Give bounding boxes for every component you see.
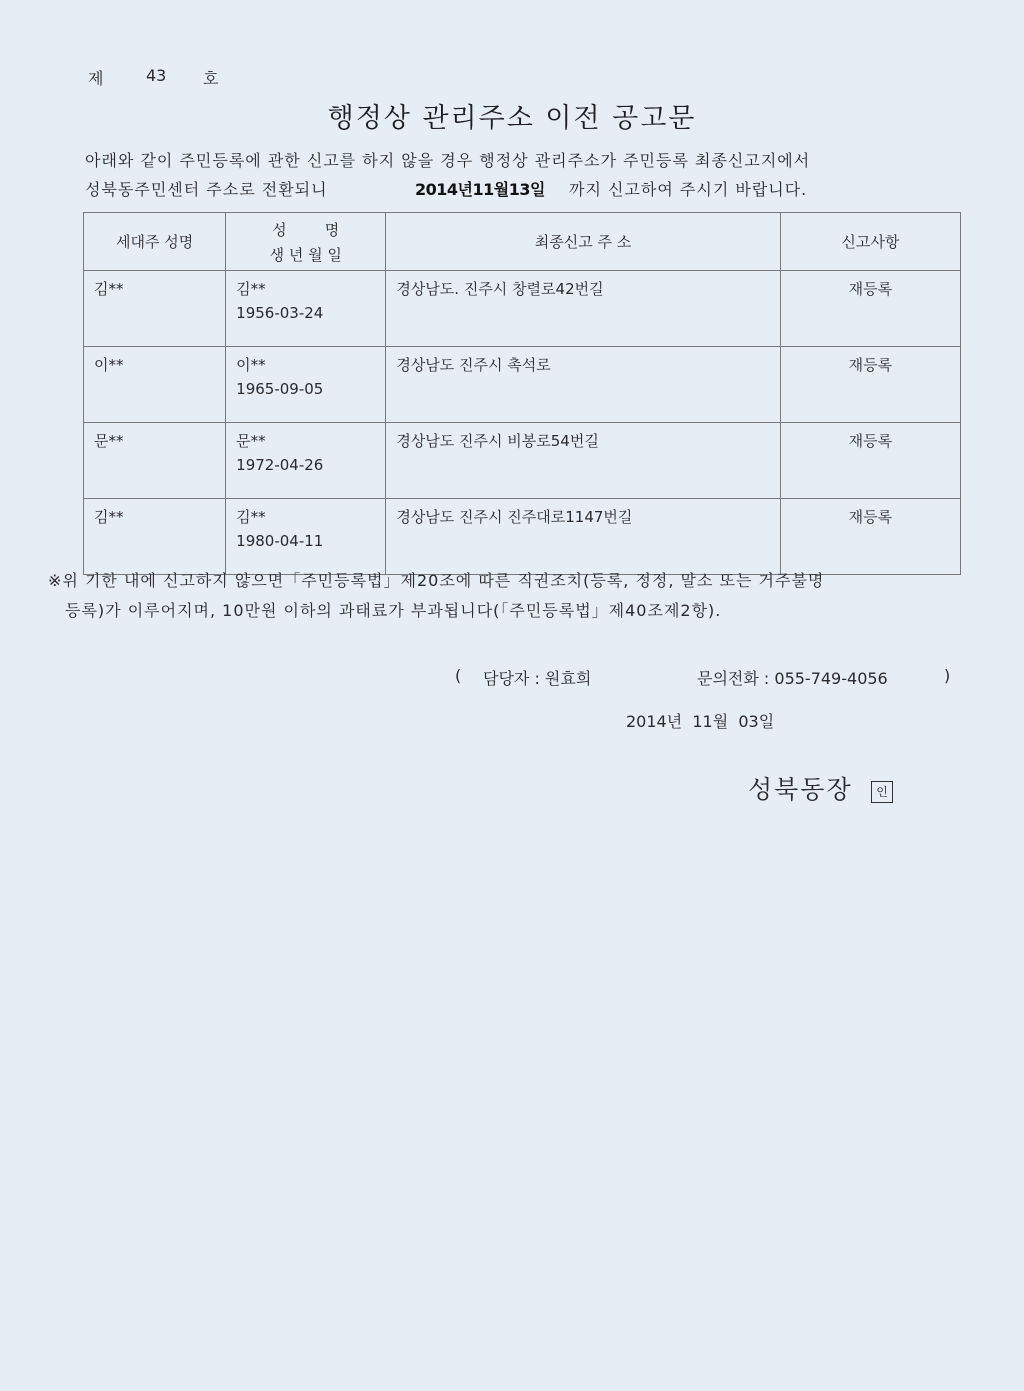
header-address: 최종신고 주 소 (386, 213, 780, 271)
header-status: 신고사항 (780, 213, 960, 271)
cell-name-birth (226, 271, 386, 347)
table-row (84, 347, 961, 423)
cell-name: 이** (236, 356, 266, 374)
cell-status: 재등록 (780, 347, 960, 423)
header-name: 성 명 (272, 220, 340, 239)
doc-number-suffix: 호 (203, 69, 219, 88)
notice-line-2: 등록)가 이루어지며, 10만원 이하의 과태료가 부과됩니다(「주민등록법」제40조제2항). (65, 601, 722, 620)
notice-line-1: ※위 기한 내에 신고하지 않으면「주민등록법」제20조에 따른 직권조치(등록, 정정, 말소 또는 거주불명 (48, 571, 825, 590)
cell-birth: 1965-09-05 (236, 380, 324, 398)
cell-address: 경상남도 진주시 비봉로54번길 (386, 423, 780, 499)
contact-person: 담당자 : 원효희 (483, 669, 592, 688)
contact-close-paren: ) (944, 666, 951, 685)
header-birth: 생 년 월 일 (269, 245, 342, 264)
legal-notice (48, 566, 824, 626)
table-header-row (84, 213, 961, 271)
cell-householder: 문** (84, 423, 226, 499)
table-row (84, 423, 961, 499)
header-name-birth (226, 213, 386, 271)
issue-date: 2014년 11월 03일 (626, 712, 775, 731)
signer-title: 성북동장 (748, 775, 853, 804)
document-title: 행정상 관리주소 이전 공고문 (327, 103, 697, 134)
contact-open-paren: ( (455, 666, 462, 685)
cell-name-birth (226, 499, 386, 575)
cell-name: 문** (236, 432, 266, 450)
cell-birth: 1972-04-26 (236, 456, 324, 474)
cell-name: 김** (236, 280, 266, 298)
cell-householder: 이** (84, 347, 226, 423)
table-row (84, 271, 961, 347)
header-householder: 세대주 성명 (84, 213, 226, 271)
cell-name: 김** (236, 508, 266, 526)
cell-status: 재등록 (780, 499, 960, 575)
official-seal-icon: 인 (871, 781, 893, 803)
deadline-date: 2014년11월13일 (415, 180, 545, 199)
records-table (83, 212, 961, 575)
contact-phone: 문의전화 : 055-749-4056 (697, 669, 888, 688)
intro-line-2-end: 까지 신고하여 주시기 바랍니다. (569, 180, 808, 199)
cell-birth: 1956-03-24 (236, 304, 324, 322)
cell-status: 재등록 (780, 423, 960, 499)
intro-line-2-start: 성북동주민센터 주소로 전환되니 (85, 180, 328, 199)
doc-number-prefix: 제 (88, 69, 104, 88)
cell-address: 경상남도 진주시 진주대로1147번길 (386, 499, 780, 575)
table-row (84, 499, 961, 575)
cell-address: 경상남도. 진주시 창렬로42번길 (386, 271, 780, 347)
cell-householder: 김** (84, 499, 226, 575)
doc-number-value: 43 (146, 66, 167, 85)
intro-line-1: 아래와 같이 주민등록에 관한 신고를 하지 않을 경우 행정상 관리주소가 주민등록 최종신고지에서 (85, 151, 811, 170)
cell-householder: 김** (84, 271, 226, 347)
cell-name-birth (226, 423, 386, 499)
cell-status: 재등록 (780, 271, 960, 347)
cell-birth: 1980-04-11 (236, 532, 324, 550)
cell-name-birth (226, 347, 386, 423)
cell-address: 경상남도 진주시 촉석로 (386, 347, 780, 423)
